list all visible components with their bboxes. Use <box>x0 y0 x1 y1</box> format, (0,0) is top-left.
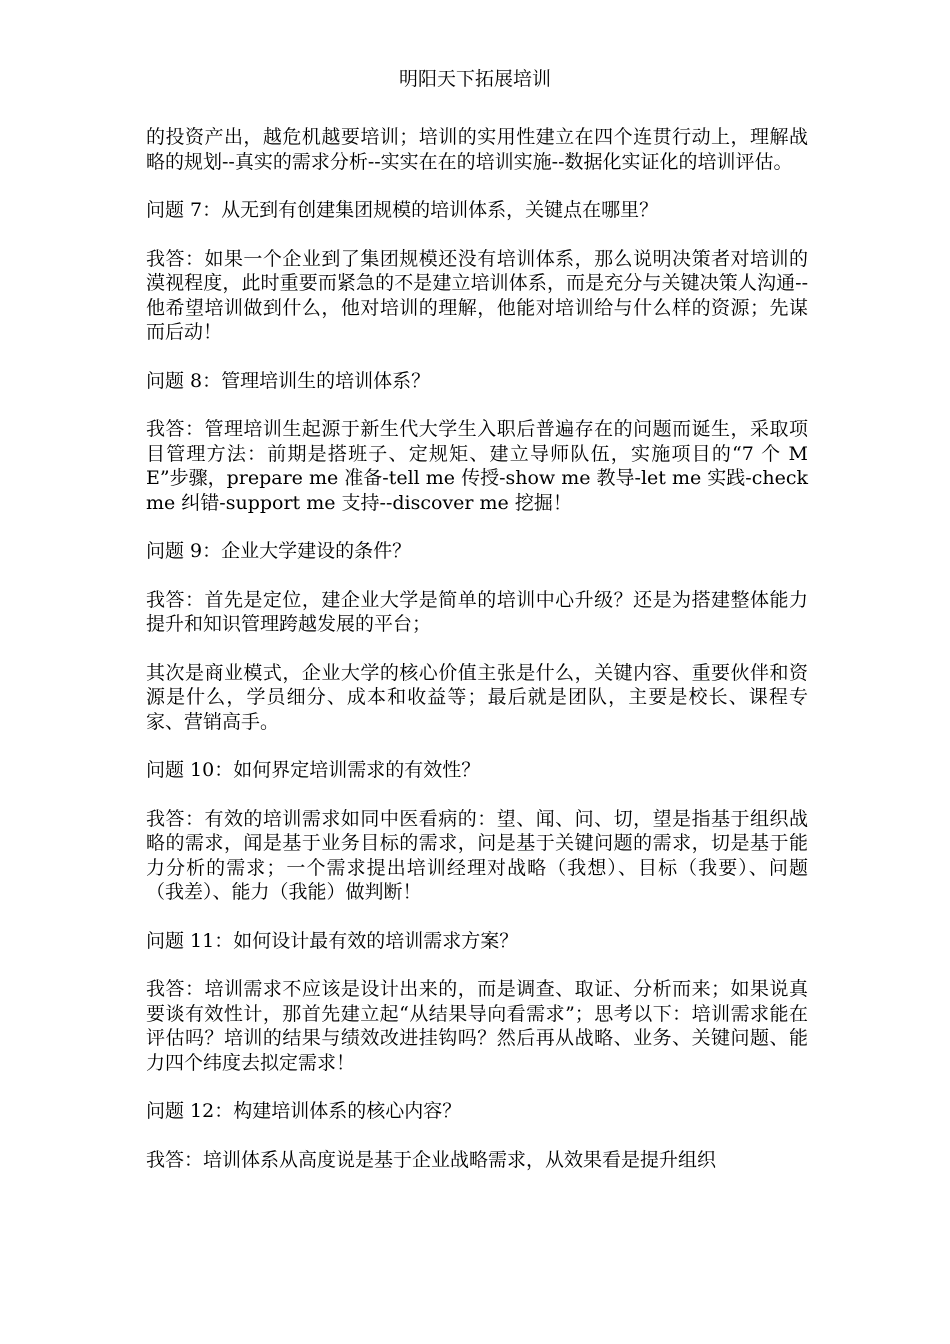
question-10: 问题 10：如何界定培训需求的有效性？ <box>146 759 481 781</box>
question-11: 问题 11：如何设计最有效的培训需求方案？ <box>146 929 519 952</box>
answer-12: 我答：培训体系从高度说是基于企业战略需求，从效果看是提升组织 <box>146 1148 717 1171</box>
question-9: 问题 9：企业大学建设的条件？ <box>146 540 412 562</box>
answer-9-part-2: 其次是商业模式，企业大学的核心价值主张是什么，关键内容、重要伙伴和资源是什么，学员细分、成本和收益等；最后就是团队，主要是校长、课程专家、营销高手。 <box>146 661 808 733</box>
paragraph-continuation: 的投资产出，越危机越要培训；培训的实用性建立在四个连贯行动上，理解战略的规划--真实的需求分析--实实在在的培训实施--数据化实证化的培训评估。 <box>146 126 808 173</box>
question-12: 问题 12：构建培训体系的核心内容？ <box>146 1100 462 1122</box>
question-8: 问题 8：管理培训生的培训体系？ <box>146 369 431 392</box>
answer-11: 我答：培训需求不应该是设计出来的，而是调查、取证、分析而来；如果说真要谈有效性计，那首先建立起“从结果导向看需求”；思考以下：培训需求能在评估吗？培训的结果与绩效改进挂钩吗？然后再从战略、业务、关键问题、能力四个纬度去拟定需求！ <box>146 978 808 1074</box>
question-7: 问题 7：从无到有创建集团规模的培训体系，关键点在哪里？ <box>146 199 659 221</box>
document-body <box>146 125 808 1196</box>
answer-10: 我答：有效的培训需求如同中医看病的：望、闻、问、切，望是指基于组织战略的需求，闻是基于业务目标的需求，问是基于关键问题的需求，切是基于能力分析的需求；一个需求提出培训经理对战略（我想）、目标（我要）、问题（我差）、能力（我能）做判断！ <box>146 807 808 903</box>
page-header: 明阳天下拓展培训 <box>398 68 551 90</box>
answer-8: 我答：管理培训生起源于新生代大学生入职后普遍存在的问题而诞生，采取项目管理方法：前期是搭班子、定规矩、建立导师队伍，实施项目的“7 个 ME”步骤，prepare me 准备-tell me 传授-show me 教导-let me 实践-check me 纠错-support me 支持--discover me 挖掘！ <box>146 418 808 514</box>
answer-7: 我答：如果一个企业到了集团规模还没有培训体系，那么说明决策者对培训的漠视程度，此时重要而紧急的不是建立培训体系，而是充分与关键决策人沟通--他希望培训做到什么，他对培训的理解，他能对培训给与什么样的资源；先谋而后动！ <box>146 247 808 343</box>
answer-9-part-1: 我答：首先是定位，建企业大学是简单的培训中心升级？还是为搭建整体能力提升和知识管理跨越发展的平台； <box>146 588 808 635</box>
